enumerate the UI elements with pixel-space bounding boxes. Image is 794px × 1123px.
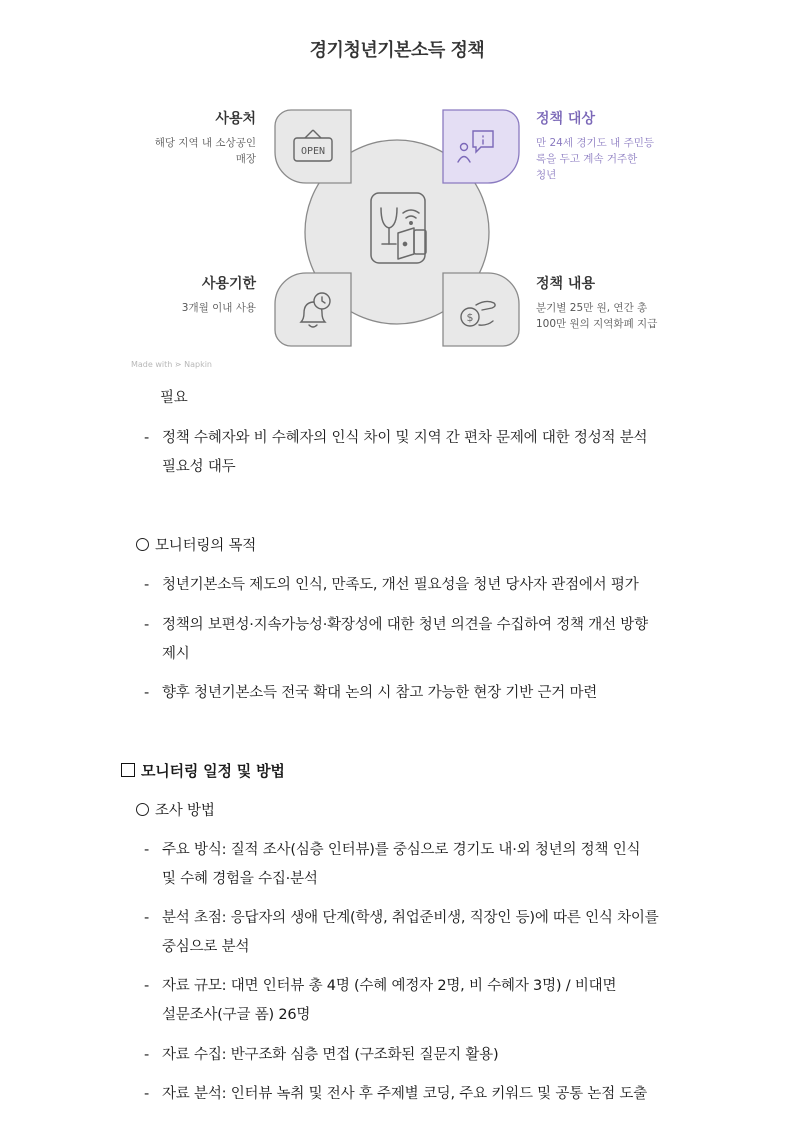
method-heading: 조사 방법: [136, 799, 215, 820]
quad-target-title: 정책 대상: [536, 111, 595, 127]
bullet-a-line-2: 필요성 대두: [162, 459, 236, 475]
circle-bullet-icon: [136, 803, 149, 816]
purpose-item-3: - 향후 청년기본소득 전국 확대 논의 시 참고 가능한 현장 기반 근거 마련: [144, 685, 598, 701]
purpose-item-2-line-1: - 정책의 보편성·지속가능성·확장성에 대한 청년 의견을 수집하여 정책 개선 방향: [144, 617, 648, 633]
quad-shape-period: [275, 273, 351, 346]
method-item-1-line-1: - 주요 방식: 질적 조사(심층 인터뷰)를 중심으로 경기도 내·외 청년의 정책 인식: [144, 842, 641, 858]
svg-text:$: $: [466, 311, 474, 324]
quad-target-body: 만 24세 경기도 내 주민등 록을 두고 계속 거주한 청년: [536, 137, 654, 181]
quad-content-title: 정책 내용: [536, 276, 595, 292]
method-item-2-line-2: 중심으로 분석: [162, 939, 250, 955]
method-item-3-line-1: - 자료 규모: 대면 인터뷰 총 4명 (수혜 예정자 2명, 비 수혜자 3명) / 비대면: [144, 978, 617, 994]
svg-text:OPEN: OPEN: [300, 146, 326, 157]
method-item-4: - 자료 수집: 반구조화 심층 면접 (구조화된 질문지 활용): [144, 1047, 499, 1063]
purpose-item-2-line-2: 제시: [162, 646, 190, 662]
method-item-5: - 자료 분석: 인터뷰 녹취 및 전사 후 주제별 코딩, 주요 키워드 및 공통 논점 도출: [144, 1086, 648, 1102]
quad-period-title: 사용기한: [201, 276, 256, 292]
method-item-3-line-2: 설문조사(구글 폼) 26명: [162, 1007, 311, 1023]
purpose-item-1: - 청년기본소득 제도의 인식, 만족도, 개선 필요성을 청년 당사자 관점에서 평가: [144, 577, 639, 593]
circle-bullet-icon: [136, 538, 149, 551]
quad-usage-text: [155, 108, 256, 167]
square-bullet-icon: [121, 763, 135, 777]
quad-period-text: [182, 273, 256, 316]
quad-target-text: [536, 108, 654, 183]
purpose-heading: 모니터링의 목적: [136, 534, 256, 555]
continued-word: 필요: [160, 390, 188, 406]
infographic: [0, 0, 794, 380]
quad-content-text: [536, 273, 657, 332]
method-item-2-line-1: - 분석 초점: 응답자의 생애 단계(학생, 취업준비생, 직장인 등)에 따른 인식 차이를: [144, 910, 659, 926]
section-heading: 모니터링 일정 및 방법: [121, 760, 285, 781]
quad-usage-title: 사용처: [215, 111, 256, 127]
napkin-credit: Made with ⋗ Napkin: [131, 360, 212, 369]
quad-shape-content: [443, 273, 519, 346]
quad-period-body: 3개월 이내 사용: [181, 302, 256, 314]
quad-content-body: 분기별 25만 원, 연간 총 100만 원의 지역화폐 지급: [536, 302, 658, 330]
bullet-a-line-1: - 정책 수혜자와 비 수혜자의 인식 차이 및 지역 간 편차 문제에 대한 정성적 분석: [144, 430, 648, 446]
infographic-title: 경기청년기본소득 정책: [309, 40, 485, 61]
quad-usage-body: 해당 지역 내 소상공인 매장: [154, 137, 256, 165]
method-item-1-line-2: 및 수혜 경험을 수집·분석: [162, 871, 318, 887]
infographic-diagram: [0, 0, 794, 380]
